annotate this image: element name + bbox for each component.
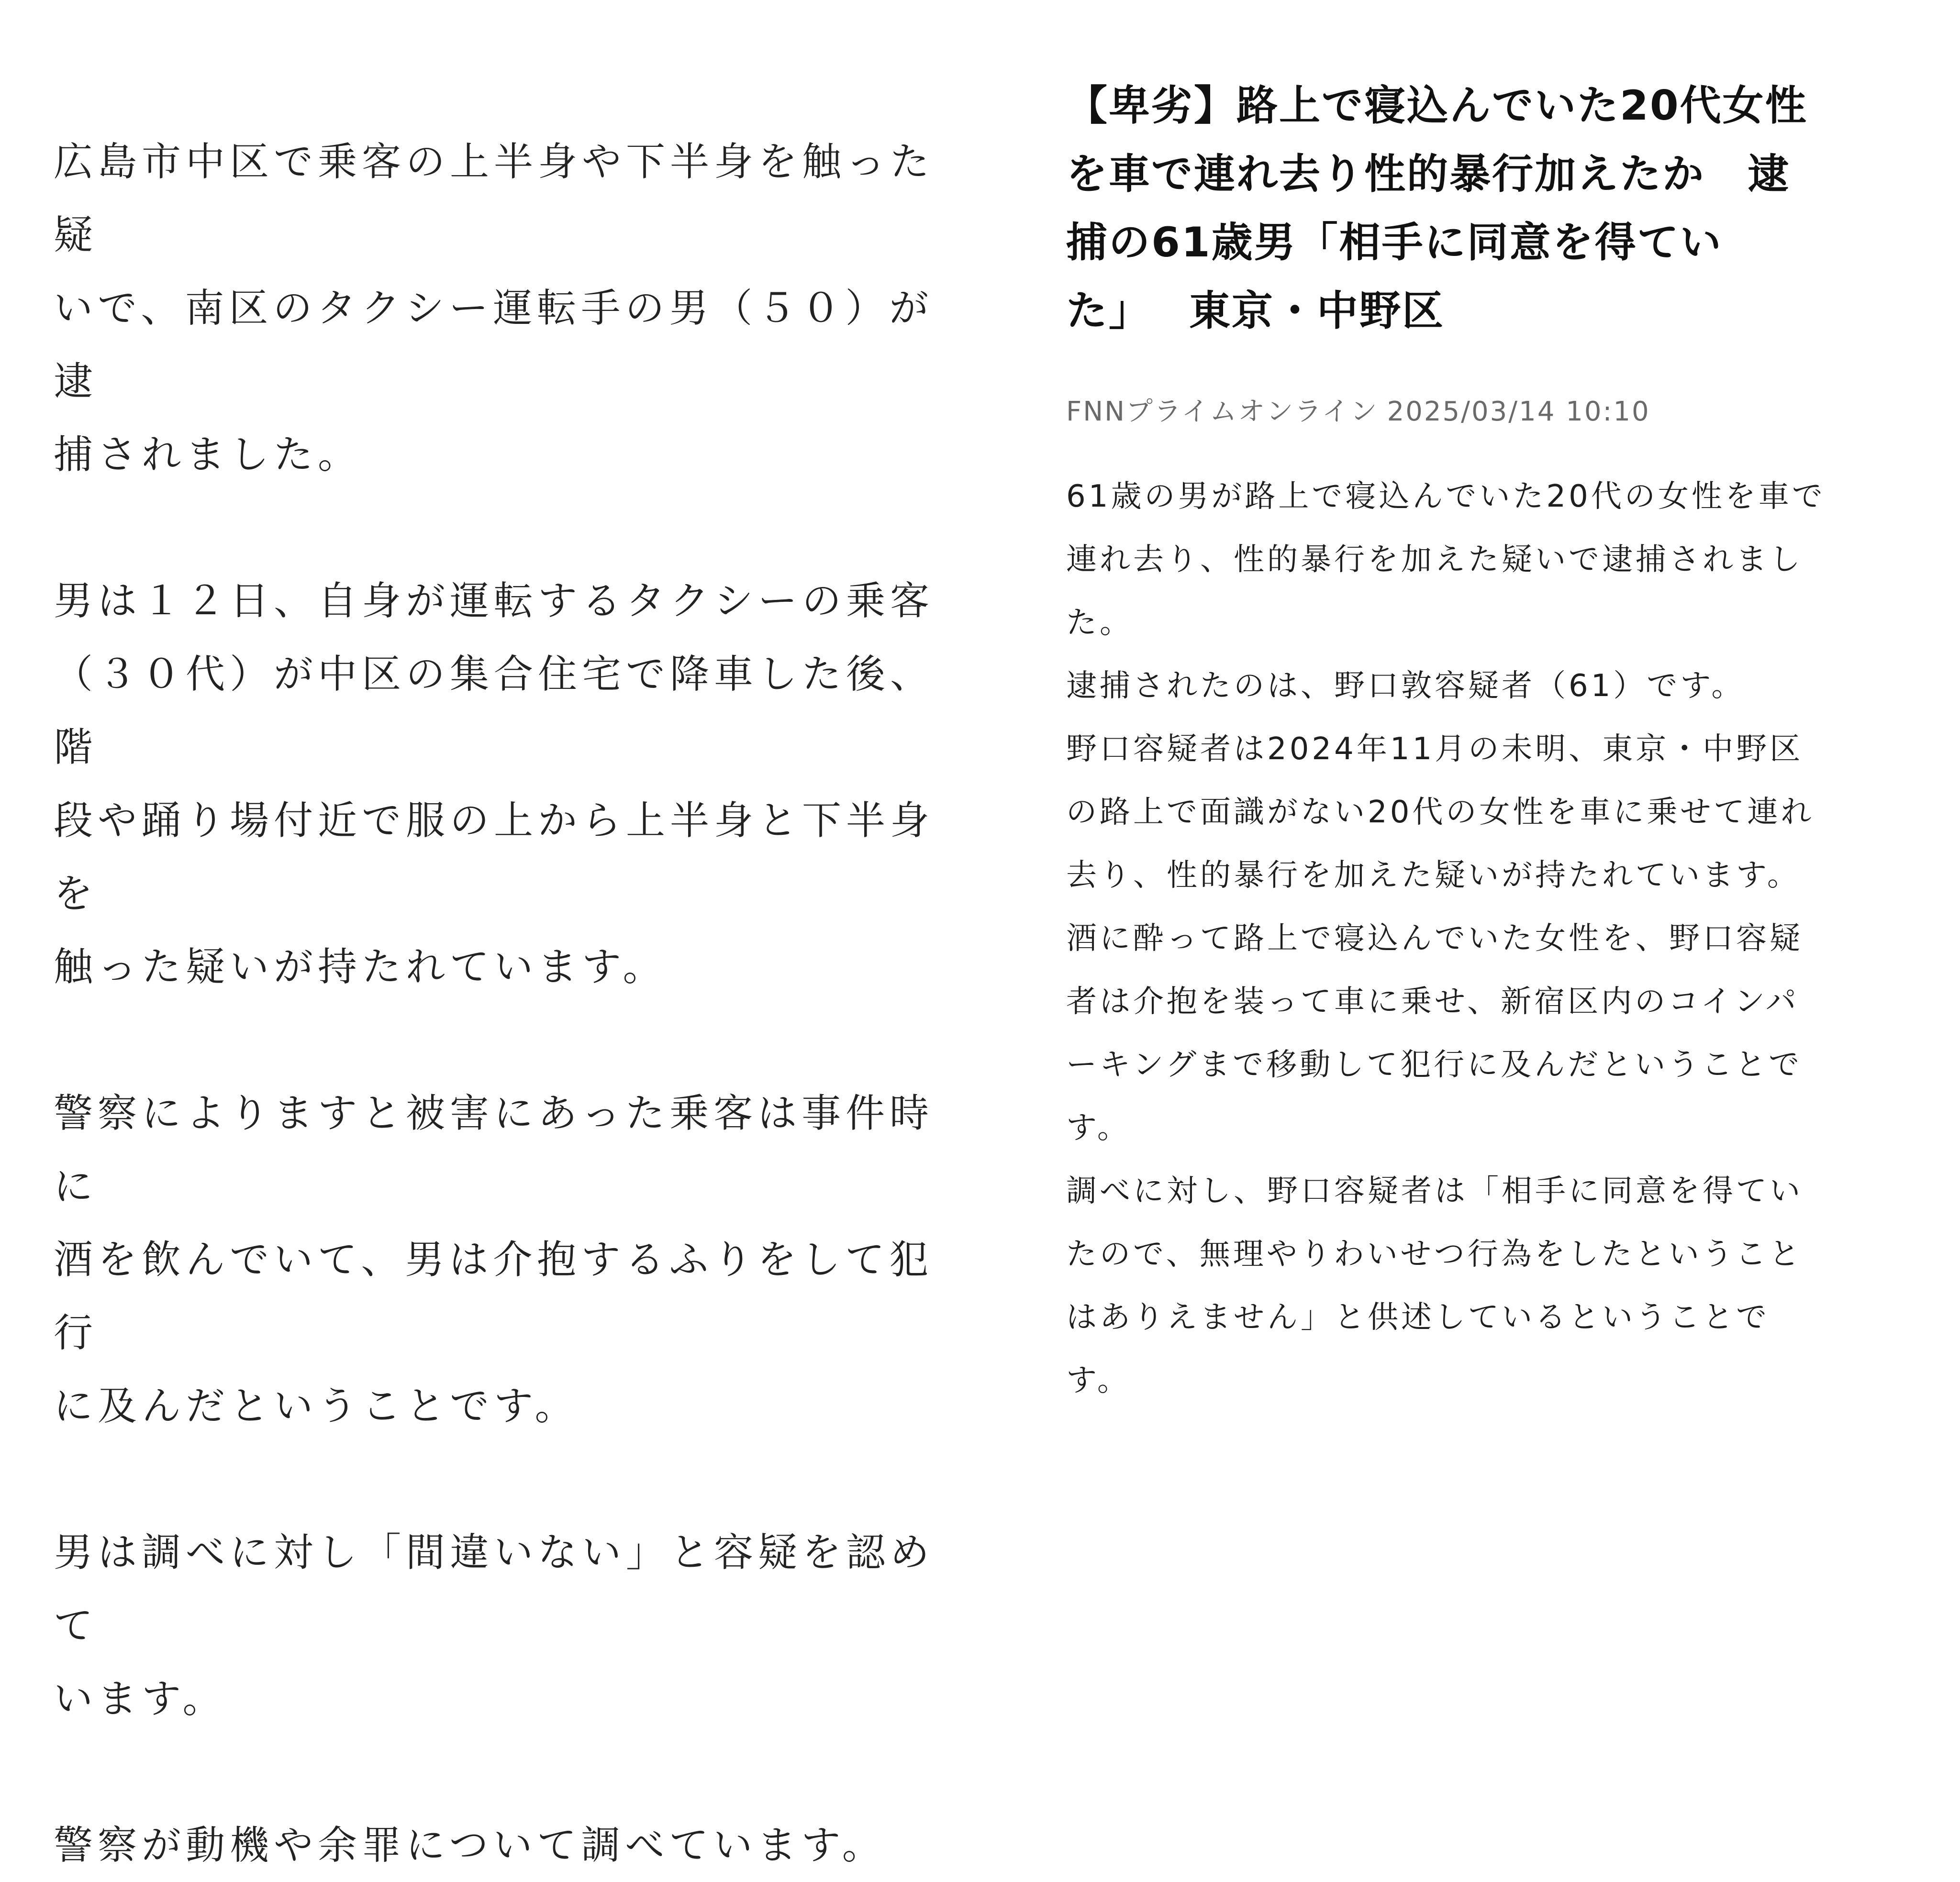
article-datetime: 2025/03/14 10:10 <box>1387 396 1650 427</box>
article-body <box>1066 465 1913 1412</box>
left-paragraph-2: 男は１２日、自身が運転するタクシーの乗客 （３０代）が中区の集合住宅で降車した後、階 段や踊り場付近で服の上から上半身と下半身を 触った疑いが持たれています。 <box>54 578 935 990</box>
article-headline: 【卑劣】路上で寝込んでいた20代女性 を車で連れ去り性的暴行加えたか 逮 捕の61歳男「相手に同意を得てい た」 東京・中野区 <box>1066 82 1808 335</box>
left-paragraph-3: 警察によりますと被害にあった乗客は事件時に 酒を飲んでいて、男は介抱するふりをして犯行 に及んだということです。 <box>54 1091 934 1429</box>
article-source: FNNプライムオンライン <box>1066 396 1379 427</box>
left-paragraph-4: 男は調べに対し「間違いない」と容疑を認めて います。 <box>54 1530 935 1722</box>
paragraph-gap <box>54 491 972 565</box>
left-article <box>54 125 972 1882</box>
right-paragraph-4: 酒に酔って路上で寝込んでいた女性を、野口容疑 者は介抱を装って車に乗せ、新宿区内のコインパ ーキングまで移動して犯行に及んだということで す。 <box>1066 921 1803 1146</box>
paragraph-gap <box>54 1004 972 1077</box>
paragraph-gap <box>54 1736 972 1809</box>
right-paragraph-3: 野口容疑者は2024年11月の未明、東京・中野区 の路上で面識がない20代の女性を車に乗せて連れ 去り、性的暴行を加えた疑いが持たれています。 <box>1066 731 1815 893</box>
right-paragraph-5: 調べに対し、野口容疑者は「相手に同意を得てい たので、無理やりわいせつ行為をしたということ はありえません」と供述しているということで す。 <box>1066 1173 1803 1398</box>
left-paragraph-1: 広島市中区で乗客の上半身や下半身を触った疑 いで、南区のタクシー運転手の男（５０）が逮 捕されました。 <box>54 139 935 477</box>
right-paragraph-1: 61歳の男が路上で寝込んでいた20代の女性を車で 連れ去り、性的暴行を加えた疑いで逮捕されまし た。 <box>1066 479 1826 641</box>
article-byline <box>1066 395 1913 429</box>
paragraph-gap <box>54 1443 972 1516</box>
right-article <box>1066 72 1913 1412</box>
left-paragraph-5: 警察が動機や余罪について調べています。 <box>54 1823 886 1868</box>
right-paragraph-2: 逮捕されたのは、野口敦容疑者（61）です。 <box>1066 668 1745 704</box>
